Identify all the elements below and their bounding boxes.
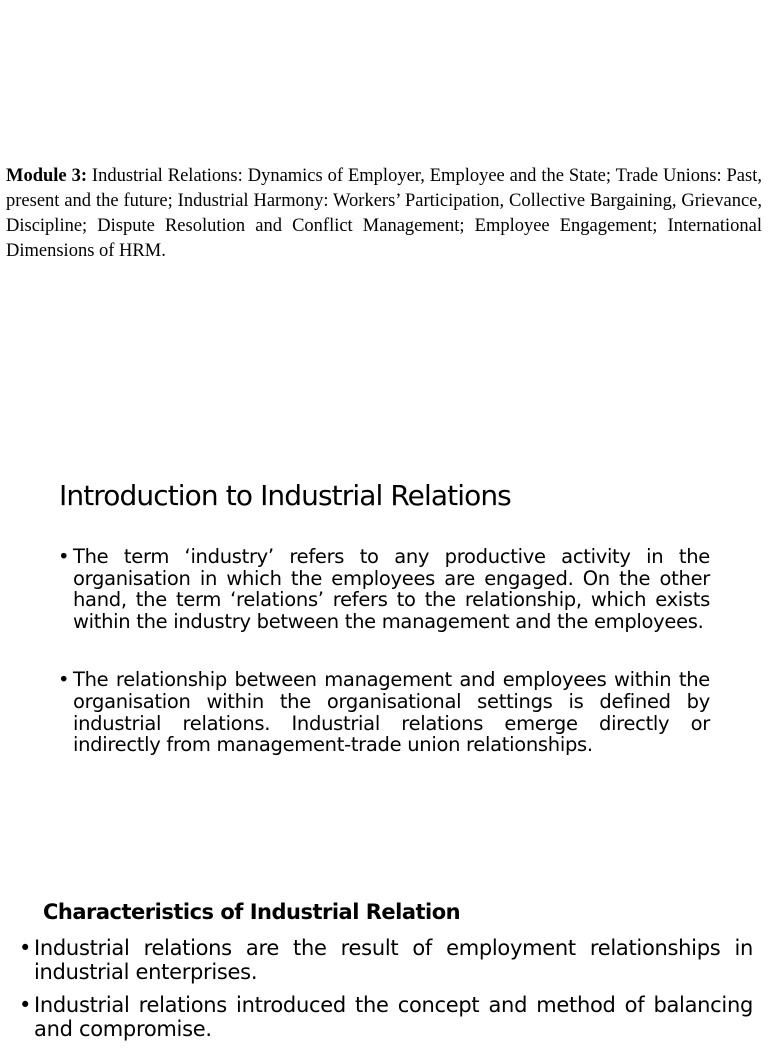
bullet-icon: • xyxy=(19,993,32,1017)
characteristics-bullet-list xyxy=(19,936,753,1050)
characteristic-item-text: Industrial relations are the result of employment relationships in industrial enterprises. xyxy=(34,936,753,984)
intro-item-text: The relationship between management and employees within the organisation within the organisational settings is defined by industrial relations. Industrial relations emerge directly or indirectly from management-trade union relationships. xyxy=(73,668,710,757)
intro-item-text: The term ‘industry’ refers to any productive activity in the organisation in which the employees are engaged. On the other hand, the term ‘relations’ refers to the relationship, which exists within the industry between the management and the employees. xyxy=(73,545,710,633)
list-item xyxy=(19,993,753,1041)
module-text: Industrial Relations: Dynamics of Employer, Employee and the State; Trade Unions: Past, present and the future; Industrial Harmony: Workers’ Participation, Collective Bargaining, Grievance, Discipline; Dispute Resolution and Conflict Management; Employee Engagement; International Dimensions of HRM. xyxy=(6,166,762,261)
characteristics-heading: Characteristics of Industrial Relation xyxy=(43,900,461,924)
list-item xyxy=(58,546,710,632)
intro-bullet-list xyxy=(58,546,710,793)
bullet-icon: • xyxy=(58,668,70,692)
bullet-icon: • xyxy=(19,936,32,960)
list-item xyxy=(58,669,710,755)
bullet-icon: • xyxy=(58,545,70,568)
module-description xyxy=(6,164,762,264)
characteristic-item-text: Industrial relations introduced the concept and method of balancing and compromise. xyxy=(34,993,753,1041)
intro-heading: Introduction to Industrial Relations xyxy=(59,479,511,512)
list-item xyxy=(19,936,753,984)
module-label: Module 3: xyxy=(6,166,87,186)
